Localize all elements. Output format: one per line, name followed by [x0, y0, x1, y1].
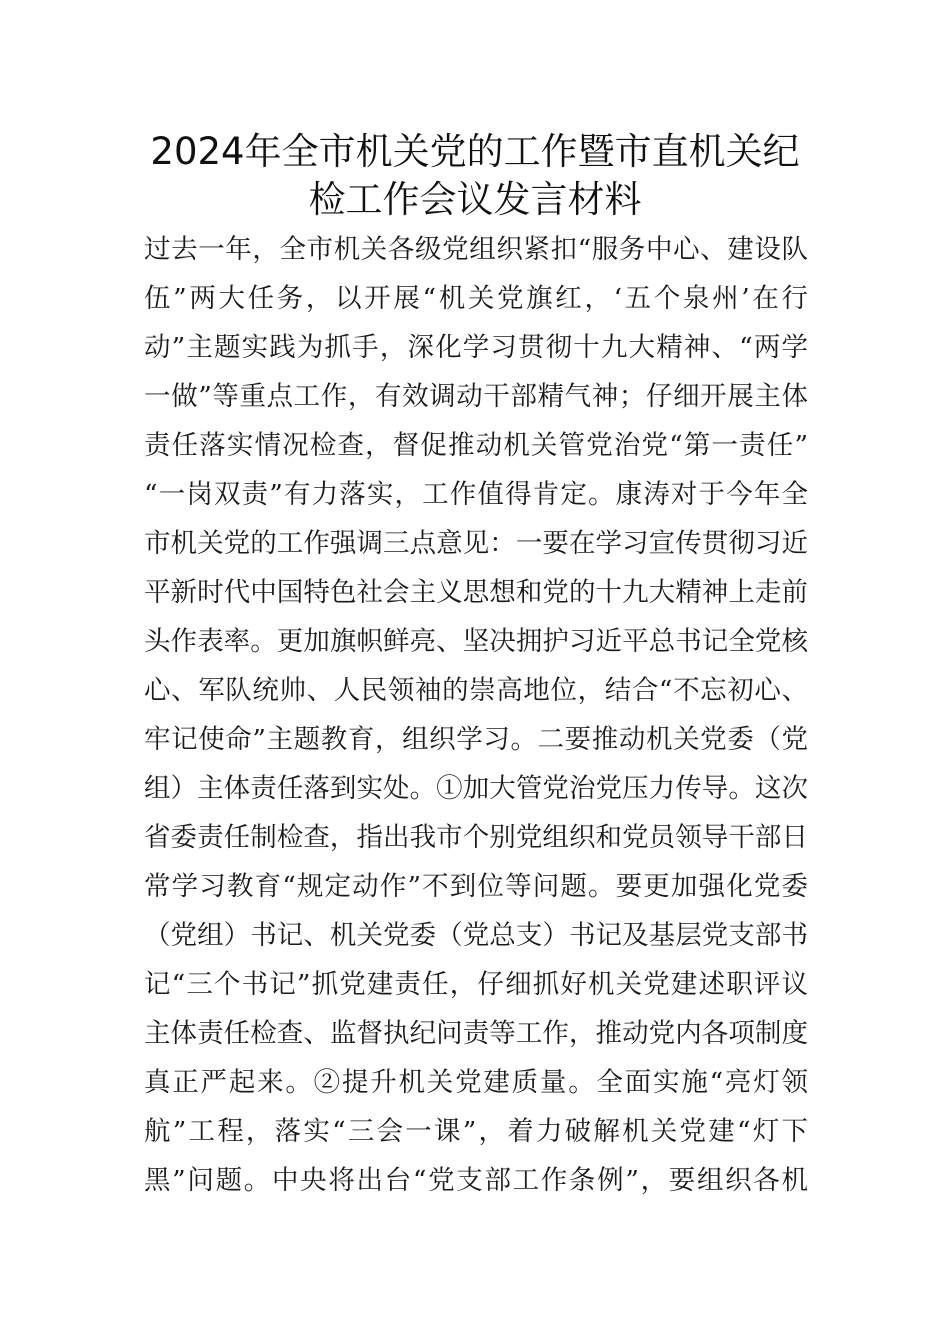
- body-line: 一做”等重点工作，有效调动干部精气神；仔细开展主体: [144, 381, 808, 412]
- body-line: 省委责任制检查，指出我市个别党组织和党员领导干部日: [144, 822, 808, 853]
- body-line: 记“三个书记”抓党建责任，仔细抓好机关党建述职评议: [144, 969, 808, 1000]
- body-line: 主体责任检查、监督执纪问责等工作，推动党内各项制度: [144, 1018, 808, 1049]
- body-line: （党组）书记、机关党委（党总支）书记及基层党支部书: [144, 920, 808, 951]
- body-line: 真正严起来。②提升机关党建质量。全面实施“亮灯领: [144, 1067, 808, 1098]
- body-line: 责任落实情况检查，督促推动机关管党治党“第一责任”: [144, 430, 808, 461]
- body-line: “一岗双责”有力落实，工作值得肯定。康涛对于今年全: [144, 479, 808, 510]
- body-line: 过去一年，全市机关各级党组织紧扣“服务中心、建设队: [144, 234, 808, 265]
- body-line: 牢记使命”主题教育，组织学习。二要推动机关党委（党: [144, 724, 808, 755]
- title-line: 2024年全市机关党的工作暨市直机关纪: [150, 130, 800, 173]
- body-line: 航”工程，落实“三会一课”，着力破解机关党建“灯下: [144, 1116, 808, 1147]
- document-body: [144, 225, 808, 1205]
- body-line: 伍”两大任务，以开展“机关党旗红，‘五个泉州’在行: [144, 283, 808, 314]
- body-line: 组）主体责任落到实处。①加大管党治党压力传导。这次: [144, 773, 808, 804]
- document-title: [100, 128, 850, 224]
- body-line: 黑”问题。中央将出台“党支部工作条例”，要组织各机: [144, 1165, 808, 1196]
- body-line: 平新时代中国特色社会主义思想和党的十九大精神上走前: [144, 577, 808, 608]
- body-line: 心、军队统帅、人民领袖的崇高地位，结合“不忘初心、: [144, 675, 808, 706]
- body-line: 动”主题实践为抓手，深化学习贯彻十九大精神、“两学: [144, 332, 808, 363]
- title-line: 检工作会议发言材料: [308, 178, 642, 221]
- body-line: 常学习教育“规定动作”不到位等问题。要更加强化党委: [144, 871, 808, 902]
- body-line: 头作表率。更加旗帜鲜亮、坚决拥护习近平总书记全党核: [144, 626, 808, 657]
- body-line: 市机关党的工作强调三点意见：一要在学习宣传贯彻习近: [144, 528, 808, 559]
